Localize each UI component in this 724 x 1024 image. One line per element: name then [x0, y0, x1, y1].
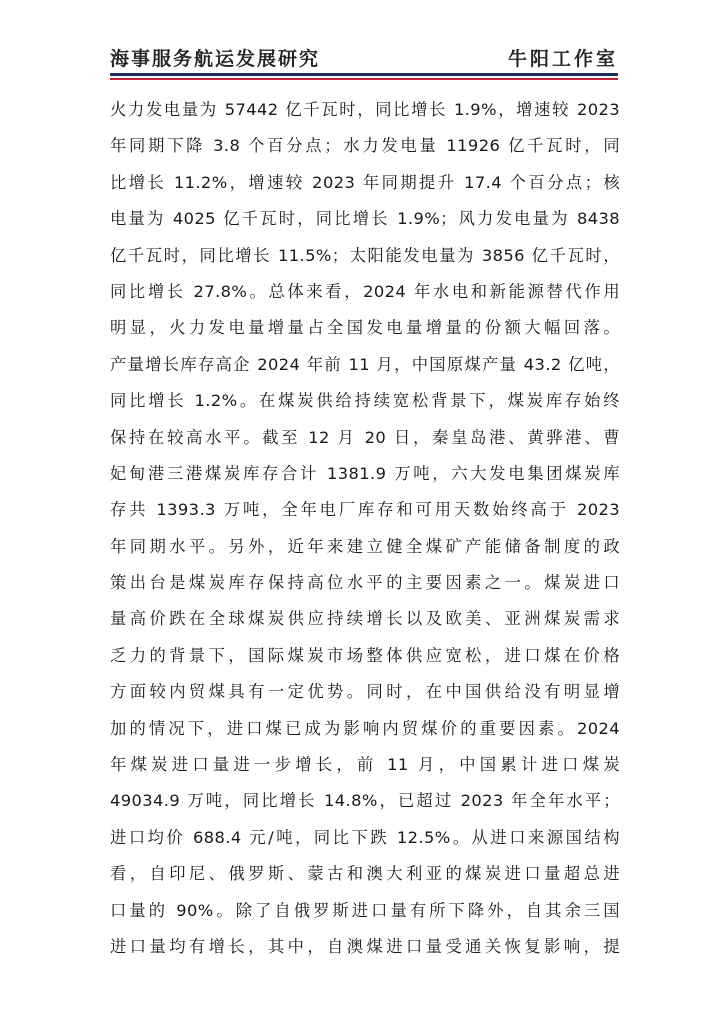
text-line: 同比增长 1.2%。在煤炭供给持续宽松背景下，煤炭库存始终	[110, 391, 620, 411]
text-line: 同比增长 27.8%。总体来看，2024 年水电和新能源替代作用	[110, 281, 620, 301]
page-header	[110, 44, 618, 70]
text-line: 年同期水平。另外，近年来建立健全煤矿产能储备制度的政	[110, 536, 620, 556]
text-line: 存共 1393.3 万吨，全年电厂库存和可用天数始终高于 2023	[110, 500, 620, 520]
text-line: 火力发电量为 57442 亿千瓦时，同比增长 1.9%，增速较 2023	[110, 100, 620, 119]
text-line: 产量增长库存高企 2024 年前 11 月，中国原煤产量 43.2 亿吨，	[110, 354, 620, 374]
text-line: 策出台是煤炭库存保持高位水平的主要因素之一。煤炭进口	[110, 573, 620, 593]
text-line: 明显，火力发电量增量占全国发电量增量的份额大幅回落。	[110, 318, 620, 338]
text-line: 口量的 90%。除了自俄罗斯进口量有所下降外，自其余三国	[110, 900, 620, 920]
header-organization: 牛阳工作室	[507, 48, 618, 70]
text-line: 进口量均有增长，其中，自澳煤进口量受通关恢复影响，提	[110, 936, 620, 956]
text-line: 年同期下降 3.8 个百分点；水力发电量 11926 亿千瓦时，同	[110, 136, 620, 156]
header-divider-navy-bar	[110, 73, 618, 76]
text-line: 量高价跌在全球煤炭供应持续增长以及欧美、亚洲煤炭需求	[110, 609, 620, 629]
body-text	[110, 92, 620, 965]
header-title: 海事服务航运发展研究	[110, 48, 321, 70]
text-line: 方面较内贸煤具有一定优势。同时，在中国供给没有明显增	[110, 682, 620, 702]
header-divider	[110, 73, 618, 81]
text-line: 妃甸港三港煤炭库存合计 1381.9 万吨，六大发电集团煤炭库	[110, 463, 620, 483]
text-line: 亿千瓦时，同比增长 11.5%；太阳能发电量为 3856 亿千瓦时，	[110, 245, 620, 265]
text-line: 电量为 4025 亿千瓦时，同比增长 1.9%；风力发电量为 8438	[110, 209, 620, 229]
text-line: 进口均价 688.4 元/吨，同比下跌 12.5%。从进口来源国结构	[110, 827, 620, 847]
header-divider-red-bar	[110, 78, 618, 80]
text-line: 乏力的背景下，国际煤炭市场整体供应宽松，进口煤在价格	[110, 645, 620, 665]
text-line: 比增长 11.2%，增速较 2023 年同期提升 17.4 个百分点；核	[110, 172, 620, 192]
text-line: 看，自印尼、俄罗斯、蒙古和澳大利亚的煤炭进口量超总进	[110, 864, 620, 884]
text-line: 49034.9 万吨，同比增长 14.8%，已超过 2023 年全年水平；	[110, 791, 620, 811]
text-line: 保持在较高水平。截至 12 月 20 日，秦皇岛港、黄骅港、曹	[110, 427, 620, 447]
text-line: 加的情况下，进口煤已成为影响内贸煤价的重要因素。2024	[110, 718, 620, 738]
text-line: 年煤炭进口量进一步增长，前 11 月，中国累计进口煤炭	[110, 755, 620, 775]
